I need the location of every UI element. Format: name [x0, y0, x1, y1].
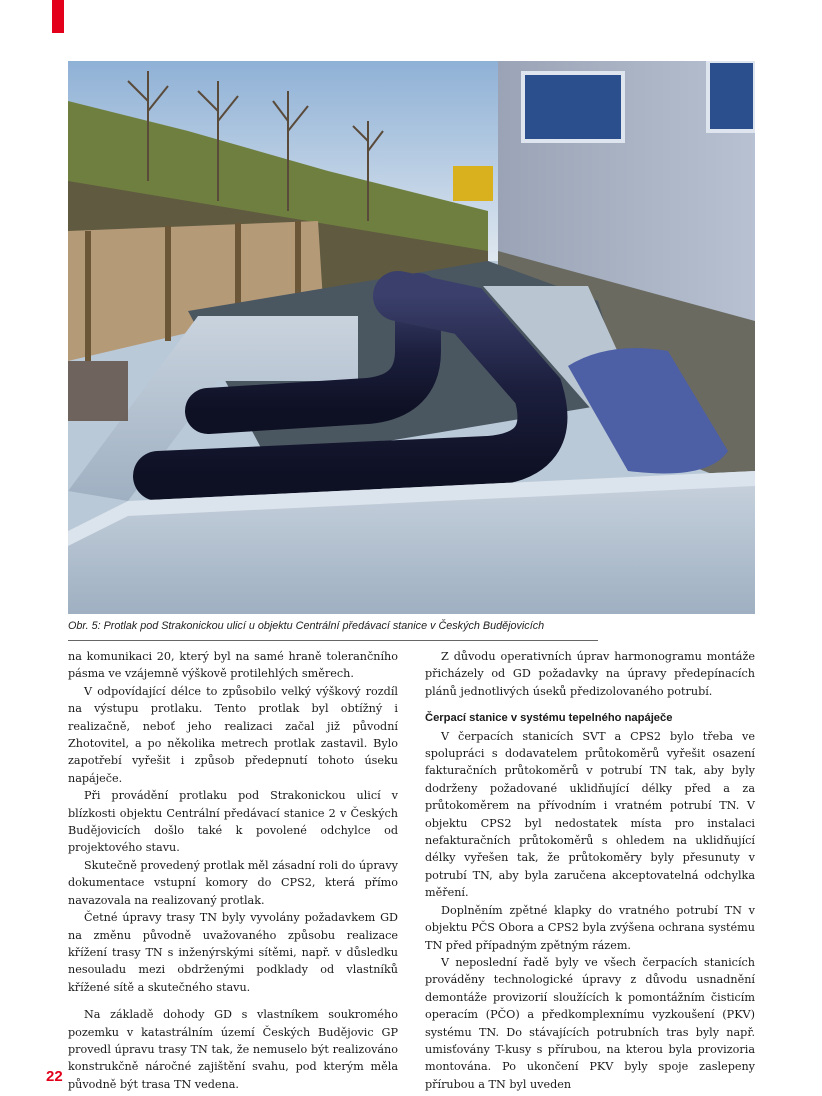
right-column: [425, 648, 755, 1093]
red-accent-tab: [52, 0, 64, 33]
paragraph: V čerpacích stanicích SVT a CPS2 bylo třeba ve spolupráci s dodavatelem průtokoměrů vyřešit osazení fakturačních průtokoměrů v potrubí TN tak, aby byly dodrženy požadované uklidňující délky před a za průtokoměrem na přívodním i vratném potrubí TN. V objektu CPS2 byl nedostatek místa pro instalaci nefakturačních průtokoměrů s ohledem na uklidňující délky vyřešen tak, že průtokoměry byly přesunuty v potrubí TN, aby byla zaručena akceptovatelná odchylka měření.: [425, 729, 755, 900]
construction-photo: [68, 61, 755, 614]
figure-caption: Obr. 5: Protlak pod Strakonickou ulicí u objektu Centrální předávací stanice v Českých Budějovicích: [68, 620, 545, 632]
caption-divider: [68, 640, 598, 641]
paragraph: Z důvodu operativních úprav harmonogramu montáže přicházely od GD požadavky na úpravy předepínacích plánů jednotlivých úseků předizolovaného potrubí.: [425, 650, 755, 698]
paragraph: Četné úpravy trasy TN byly vyvolány požadavkem GD na změnu původně uvažovaného způsobu realizace křížení trasy TN s inženýrskými sítěmi, např. v důsledku nesouladu mezi obdrženými podklady od vlastníků křížené sítě a skutečného stavu.: [68, 911, 398, 994]
paragraph: V neposlední řadě byly ve všech čerpacích stanicích prováděny technologické úpravy z důvodu usnadnění demontáže provizorií sloužících k pomontážním čisticím operacím (PČO) a předkomplexnímu vyzkoušení (PKV) systému TN. Do stávajících potrubních tras byly např. umisťovány T-kusy s přírubou, na kterou byla provizoria montována. Po ukončení PKV byly spoje zaslepeny přírubou a TN byl uveden: [425, 955, 755, 1091]
paragraph: Při provádění protlaku pod Strakonickou ulicí v blízkosti objektu Centrální předávací stanice 2 v Českých Budějovicích došlo také k povolené odchylce od projektového stavu.: [68, 789, 398, 855]
left-column: [68, 648, 398, 1093]
paragraph: V odpovídající délce to způsobilo velký výškový rozdíl na výstupu protlaku. Tento protlak byl obtížný i realizačně, neboť jeho realizaci začal již původní Zhotovitel, a po několika metrech protlak zastavil. Bylo zapotřebí vyřešit i způsob předepnutí tohoto úseku napáječe.: [68, 684, 398, 785]
section-heading: Čerpací stanice v systému tepelného napáječe: [425, 712, 673, 725]
paragraph: na komunikaci 20, který byl na samé hraně tolerančního pásma ve vzájemně výškově protilehlých směrech.: [68, 650, 398, 681]
paragraph: Na základě dohody GD s vlastníkem soukromého pozemku v katastrálním území Českých Budějovic GP provedl úpravu trasy TN tak, že nemuselo být realizováno konstrukčně náročné zajištění svahu, pod kterým měla původně být trasa TN vedena.: [68, 1008, 398, 1091]
paragraph: Doplněním zpětné klapky do vratného potrubí TN v objektu PČS Obora a CPS2 byla zvýšena ochrana systému TN před případným zpětným rázem.: [425, 903, 755, 952]
page-number: 22: [46, 1068, 63, 1085]
paragraph: Skutečně provedený protlak měl zásadní roli do úpravy dokumentace vstupní komory do CPS2, která přímo navazovala na realizovaný protlak.: [68, 858, 398, 907]
